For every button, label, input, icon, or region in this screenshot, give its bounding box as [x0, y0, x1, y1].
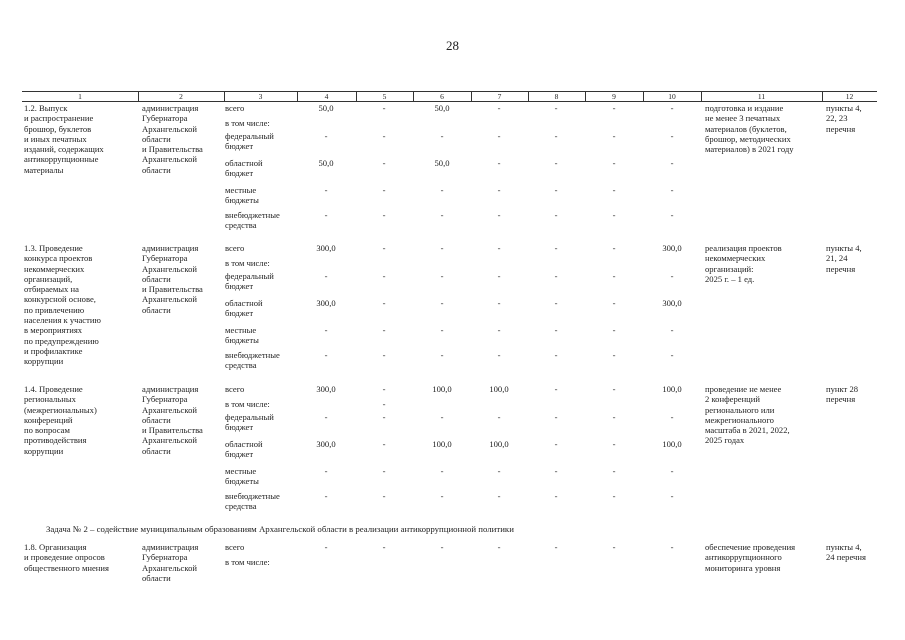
value-cell: -	[554, 384, 558, 394]
executor: администрация Губернатора Архангельской области и Правительства Архангельской области	[142, 384, 203, 456]
value-cell: -	[670, 131, 674, 141]
value-cell: -	[612, 210, 616, 220]
value-cell: -	[554, 439, 558, 449]
col-divider	[471, 92, 472, 101]
col-header-4: 4	[324, 92, 329, 101]
value-cell: -	[324, 210, 328, 220]
fund-label: федеральный бюджет	[225, 131, 274, 152]
expected-result: обеспечение проведения антикоррупционного мониторинга уровня	[705, 542, 796, 573]
fund-label: в том числе:	[225, 258, 270, 268]
value-cell: -	[324, 350, 328, 360]
value-cell: -	[497, 271, 501, 281]
value-cell: -	[497, 243, 501, 253]
value-cell: -	[670, 158, 674, 168]
value-cell: -	[612, 466, 616, 476]
value-cell: -	[554, 491, 558, 501]
reference: пункты 4, 21, 24 перечня	[826, 243, 862, 274]
fund-label: в том числе:	[225, 399, 270, 409]
value-cell: -	[497, 158, 501, 168]
task-header: Задача № 2 – содействие муниципальным образованиям Архангельской области в реализации антикоррупционной политики	[46, 524, 514, 534]
value-cell: -	[382, 439, 386, 449]
col-header-1: 1	[78, 92, 82, 101]
value-cell: 100,0	[662, 384, 682, 394]
value-cell: -	[612, 158, 616, 168]
fund-label: местные бюджеты	[225, 185, 259, 206]
value-cell: -	[612, 243, 616, 253]
value-cell: -	[612, 298, 616, 308]
value-cell: -	[670, 466, 674, 476]
value-cell: -	[612, 325, 616, 335]
fund-label: в том числе:	[225, 557, 270, 567]
value-cell: -	[670, 325, 674, 335]
value-cell: -	[612, 542, 616, 552]
activity-name: 1.4. Проведение региональных (межрегиональных) конференций по вопросам противодействия коррупции	[24, 384, 97, 456]
reference: пункты 4, 22, 23 перечня	[826, 103, 862, 134]
value-cell: -	[554, 131, 558, 141]
value-cell: -	[554, 298, 558, 308]
value-cell: -	[382, 210, 386, 220]
value-cell: -	[612, 412, 616, 422]
col-header-10: 10	[668, 92, 676, 101]
value-cell: -	[324, 131, 328, 141]
executor: администрация Губернатора Архангельской области и Правительства Архангельской области	[142, 103, 203, 175]
fund-label: внебюджетные средства	[225, 350, 280, 371]
executor: администрация Губернатора Архангельской области и Правительства Архангельской области	[142, 243, 203, 315]
value-cell: -	[382, 542, 386, 552]
value-cell: -	[382, 384, 386, 394]
value-cell: -	[382, 491, 386, 501]
value-cell: -	[382, 158, 386, 168]
col-header-11: 11	[757, 92, 766, 101]
col-divider	[224, 92, 225, 101]
col-header-2: 2	[179, 92, 183, 101]
value-cell: -	[612, 185, 616, 195]
value-cell: -	[554, 350, 558, 360]
value-cell: -	[554, 466, 558, 476]
fund-label: всего	[225, 243, 245, 253]
value-cell: -	[440, 350, 444, 360]
value-cell: 300,0	[316, 384, 336, 394]
value-cell: -	[670, 542, 674, 552]
value-cell: -	[497, 298, 501, 308]
value-cell: 50,0	[434, 158, 450, 168]
value-cell: 100,0	[489, 439, 509, 449]
page-number: 28	[446, 38, 459, 53]
value-cell: 100,0	[432, 384, 452, 394]
value-cell: 50,0	[318, 103, 334, 113]
value-cell: -	[612, 350, 616, 360]
value-cell: -	[382, 271, 386, 281]
fund-label: всего	[225, 103, 245, 113]
value-cell: -	[440, 466, 444, 476]
value-cell: -	[324, 271, 328, 281]
col-divider	[643, 92, 644, 101]
value-cell: -	[382, 103, 386, 113]
value-cell: -	[497, 103, 501, 113]
value-cell: -	[612, 439, 616, 449]
value-cell: -	[382, 412, 386, 422]
value-cell: -	[382, 298, 386, 308]
value-cell: -	[554, 325, 558, 335]
value-cell: 100,0	[489, 384, 509, 394]
value-cell: -	[612, 131, 616, 141]
value-cell: -	[382, 185, 386, 195]
value-cell: -	[554, 271, 558, 281]
value-cell: -	[382, 131, 386, 141]
value-cell: -	[670, 185, 674, 195]
col-divider	[822, 92, 823, 101]
fund-label: областной бюджет	[225, 298, 263, 319]
value-cell: -	[612, 491, 616, 501]
value-cell: 50,0	[434, 103, 450, 113]
value-cell: -	[324, 412, 328, 422]
value-cell: -	[554, 210, 558, 220]
activity-name: 1.8. Организация и проведение опросов общественного мнения	[24, 542, 109, 573]
col-divider	[585, 92, 586, 101]
col-divider	[297, 92, 298, 101]
value-cell: 50,0	[318, 158, 334, 168]
col-header-6: 6	[440, 92, 444, 101]
fund-label: внебюджетные средства	[225, 491, 280, 512]
fund-label: федеральный бюджет	[225, 271, 274, 292]
reference: пункт 28 перечня	[826, 384, 859, 405]
value-cell: -	[554, 542, 558, 552]
col-divider	[701, 92, 702, 101]
value-cell: -	[554, 158, 558, 168]
value-cell: -	[554, 412, 558, 422]
expected-result: реализация проектов некоммерческих организаций: 2025 г. – 1 ед.	[705, 243, 782, 284]
value-cell: -	[440, 325, 444, 335]
value-cell: -	[324, 325, 328, 335]
value-cell: -	[497, 210, 501, 220]
col-header-8: 8	[554, 92, 559, 101]
value-cell: -	[382, 350, 386, 360]
value-cell: -	[497, 466, 501, 476]
activity-name: 1.2. Выпуск и распространение брошюр, буклетов и иных печатных изданий, содержащих антикоррупционные материалы	[24, 103, 104, 175]
fund-label: всего	[225, 542, 245, 552]
value-cell: -	[670, 350, 674, 360]
value-cell: -	[497, 185, 501, 195]
value-cell: -	[382, 466, 386, 476]
value-cell: -	[670, 491, 674, 501]
value-cell: 100,0	[432, 439, 452, 449]
activity-name: 1.3. Проведение конкурса проектов некоммерческих организаций, отбираемых на конкурсной основе, по привлечению населения к участию в мероприятиях по предупреждению и профилактике коррупции	[24, 243, 101, 367]
value-cell: -	[440, 185, 444, 195]
value-cell: -	[440, 243, 444, 253]
fund-label: в том числе:	[225, 118, 270, 128]
fund-label: всего	[225, 384, 245, 394]
fund-label: внебюджетные средства	[225, 210, 280, 231]
value-cell: 300,0	[662, 298, 682, 308]
value-cell: -	[497, 131, 501, 141]
fund-label: областной бюджет	[225, 439, 263, 460]
value-cell: 300,0	[316, 298, 336, 308]
column-header-row	[22, 91, 877, 102]
fund-label: местные бюджеты	[225, 466, 259, 487]
value-cell: -	[554, 103, 558, 113]
value-cell: -	[497, 542, 501, 552]
value-cell: -	[554, 185, 558, 195]
col-header-9: 9	[612, 92, 616, 101]
col-header-3: 3	[258, 92, 263, 101]
col-divider	[138, 92, 139, 101]
value-cell: 100,0	[662, 439, 682, 449]
value-cell: -	[382, 325, 386, 335]
value-cell: -	[440, 210, 444, 220]
value-cell: 300,0	[316, 439, 336, 449]
value-cell: -	[497, 491, 501, 501]
value-cell: -	[612, 103, 616, 113]
value-cell: -	[440, 298, 444, 308]
value-cell: -	[324, 491, 328, 501]
expected-result: подготовка и издание не менее 3 печатных материалов (буклетов, брошюр, методических материалов) в 2021 году	[705, 103, 794, 155]
value-cell: -	[554, 243, 558, 253]
value-cell: -	[612, 384, 616, 394]
value-cell: 300,0	[662, 243, 682, 253]
col-header-5: 5	[382, 92, 387, 101]
value-cell: -	[670, 271, 674, 281]
value-cell: -	[324, 185, 328, 195]
value-cell: -	[440, 542, 444, 552]
value-cell: -	[382, 399, 386, 409]
value-cell: -	[324, 466, 328, 476]
value-cell: -	[497, 350, 501, 360]
value-cell: -	[440, 412, 444, 422]
value-cell: -	[382, 243, 386, 253]
col-divider	[413, 92, 414, 101]
value-cell: 300,0	[316, 243, 336, 253]
value-cell: -	[670, 210, 674, 220]
fund-label: федеральный бюджет	[225, 412, 274, 433]
fund-label: областной бюджет	[225, 158, 263, 179]
value-cell: -	[497, 325, 501, 335]
expected-result: проведение не менее 2 конференций регионального или межрегионального масштаба в 2021, 2022, 2025 годах	[705, 384, 790, 446]
value-cell: -	[612, 271, 616, 281]
executor: администрация Губернатора Архангельской области	[142, 542, 199, 583]
value-cell: -	[440, 131, 444, 141]
value-cell: -	[440, 491, 444, 501]
value-cell: -	[670, 412, 674, 422]
fund-label: местные бюджеты	[225, 325, 259, 346]
reference: пункты 4, 24 перечня	[826, 542, 866, 563]
value-cell: -	[497, 412, 501, 422]
value-cell: -	[324, 542, 328, 552]
col-divider	[528, 92, 529, 101]
value-cell: -	[670, 103, 674, 113]
col-header-7: 7	[497, 92, 502, 101]
value-cell: -	[440, 271, 444, 281]
col-divider	[356, 92, 357, 101]
col-header-12: 12	[845, 92, 854, 101]
